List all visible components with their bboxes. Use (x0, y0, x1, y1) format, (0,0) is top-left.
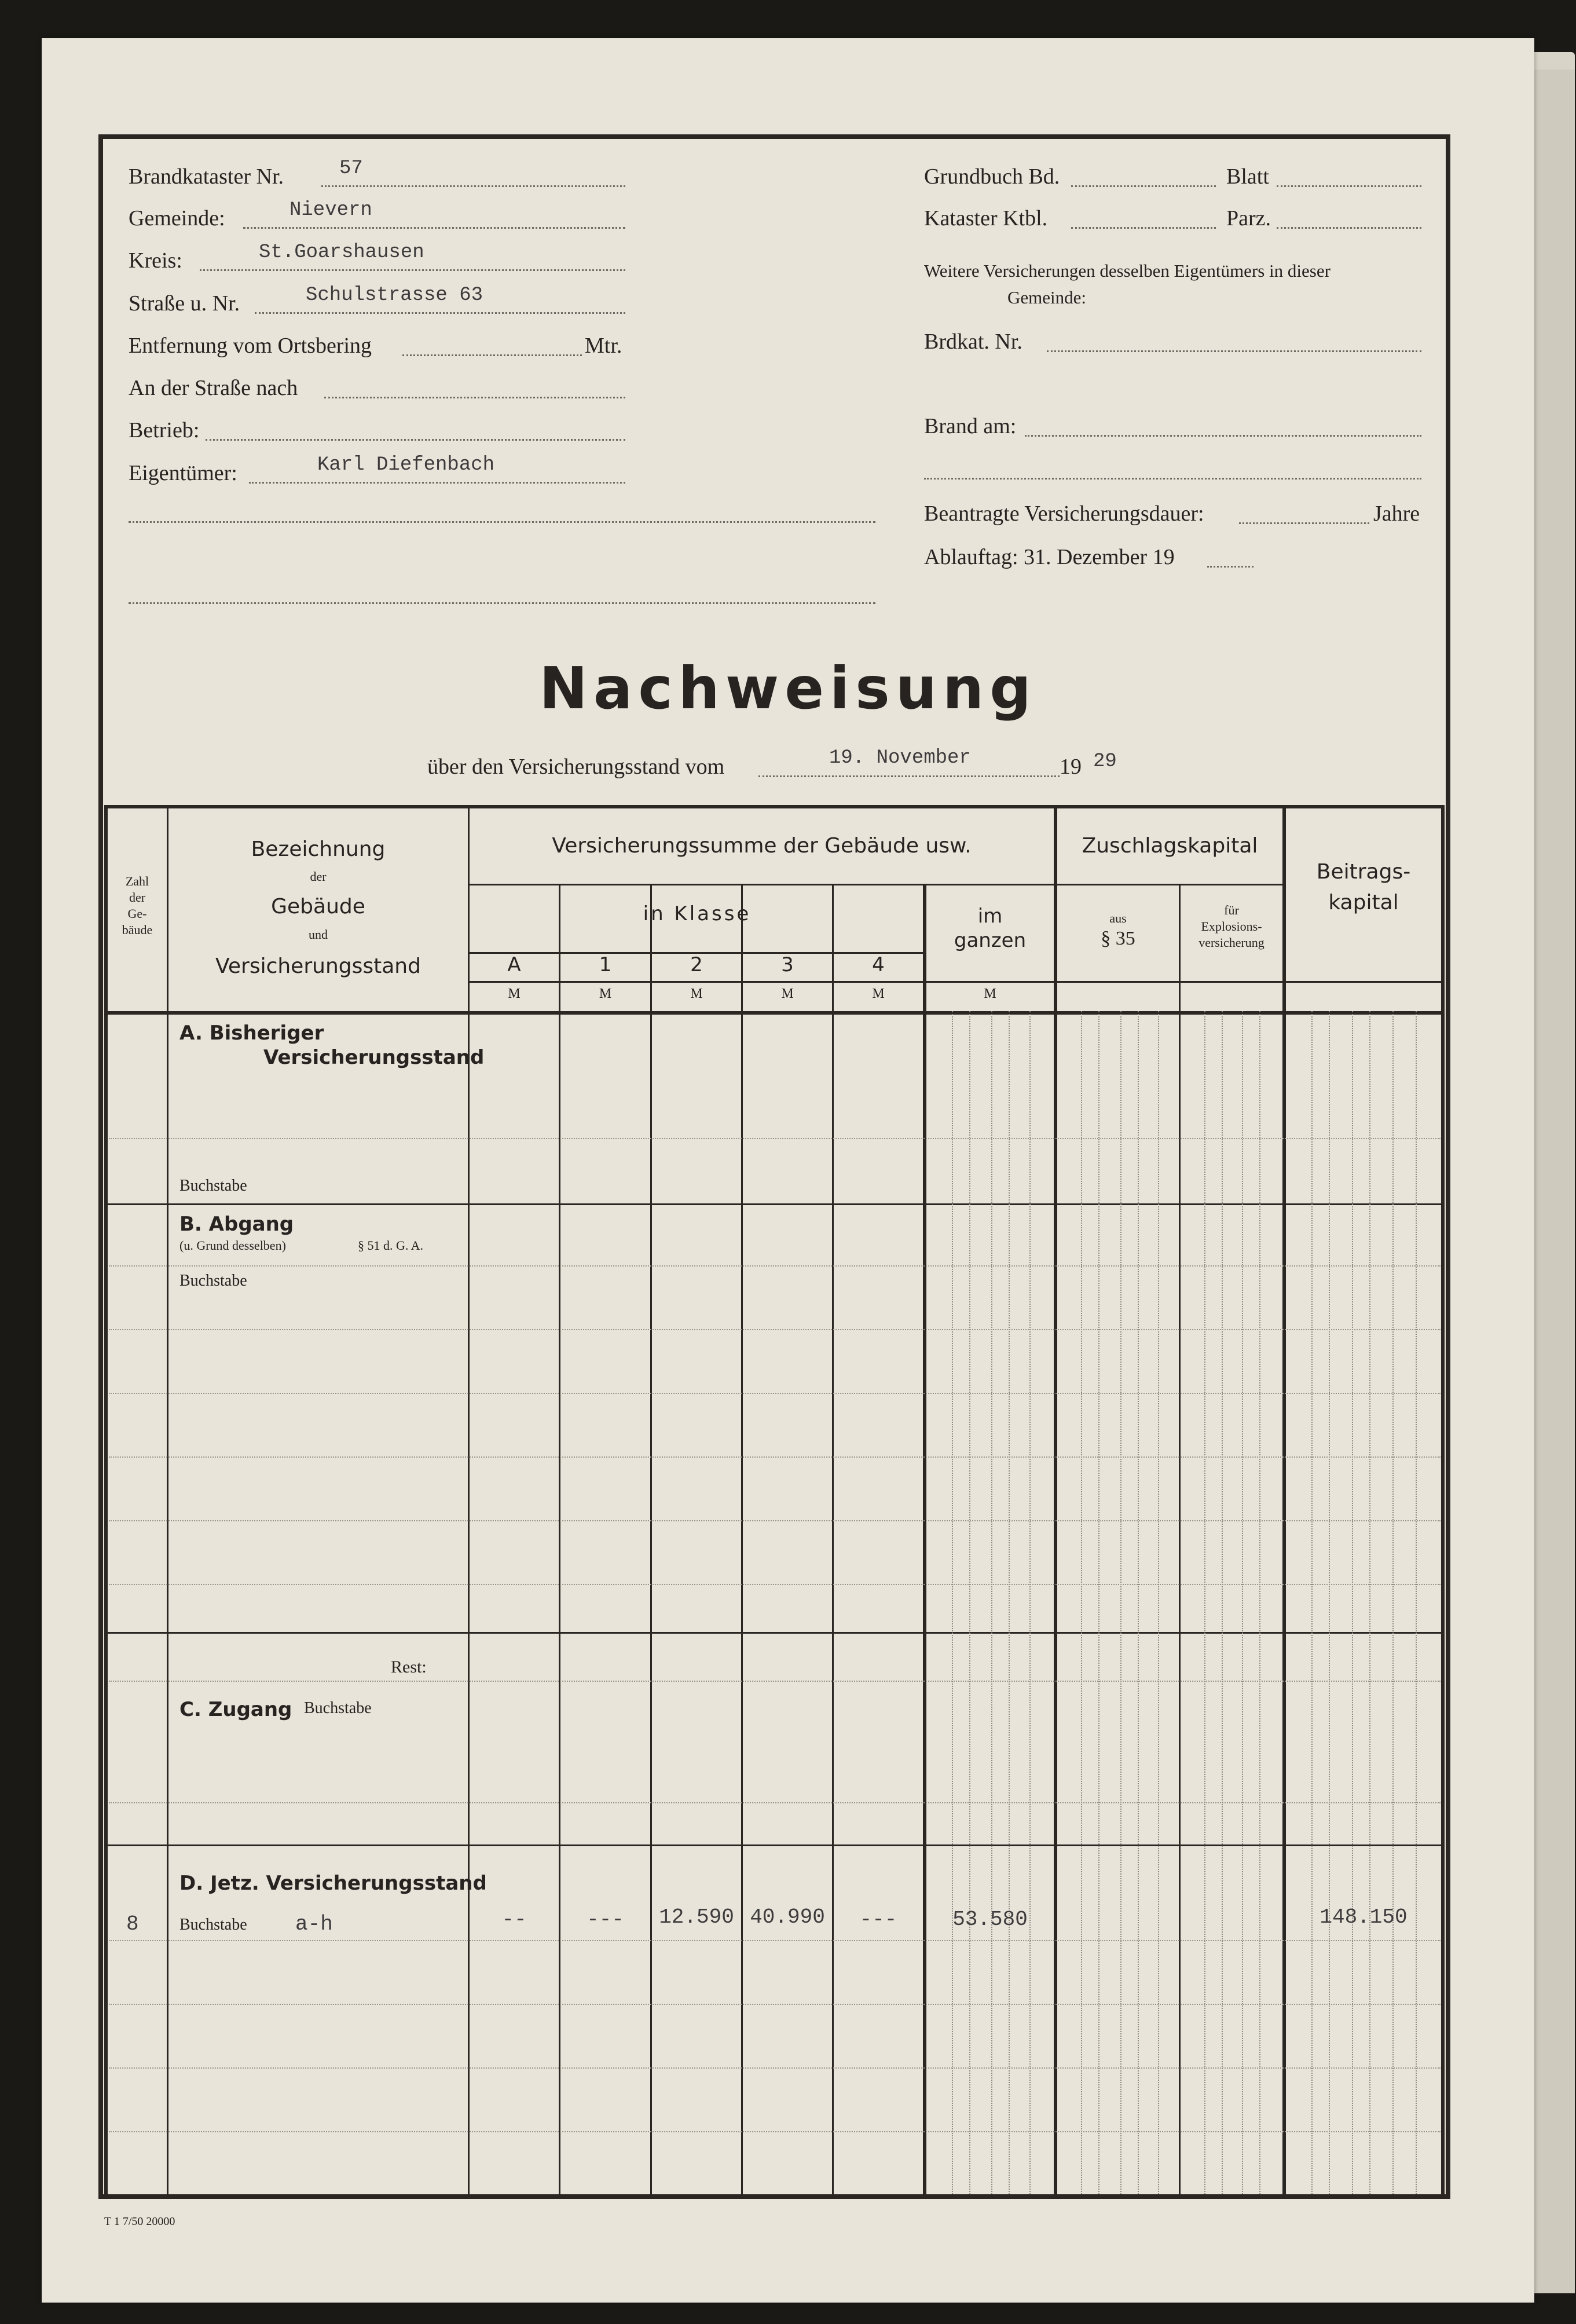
eigentuemer-value: Karl Diefenbach (317, 454, 495, 476)
dot-col (991, 1011, 992, 2194)
unit-4: M (872, 986, 885, 1001)
strasse-line (255, 312, 625, 314)
dot-row (109, 1520, 1441, 1521)
col-div-4 (923, 884, 926, 2198)
fuer-line-3: versicherung (1199, 935, 1265, 950)
kreis-value: St.Goarshausen (259, 241, 424, 263)
zahl-line-1: Zahl (125, 874, 149, 888)
brand-am-line (1025, 435, 1421, 437)
dot-row (109, 1940, 1441, 1941)
col-bez-line-2: der (310, 869, 327, 884)
strasse-label: Straße u. Nr. (129, 291, 240, 316)
grundbuch-line (1071, 185, 1216, 187)
dot-col (1329, 1011, 1330, 2194)
gemeinde-value: Nievern (289, 199, 372, 221)
header-bottom-line (104, 1011, 1445, 1015)
section-b-buchstabe: Buchstabe (179, 1272, 247, 1290)
unit-3: M (781, 986, 794, 1001)
section-d-title: D. Jetz. Versicherungsstand (179, 1872, 487, 1895)
weitere-line-1: Weitere Versicherungen desselben Eigentümers in dieser (924, 261, 1331, 281)
zuschlagskapital-header: Zuschlagskapital (1082, 834, 1258, 858)
dot-col (1222, 1011, 1223, 2194)
dot-col (1029, 1011, 1031, 2194)
dot-row (109, 1138, 1441, 1139)
dot-col (1138, 1011, 1139, 2194)
subtitle-year-prefix: 19 (1060, 755, 1082, 779)
eigentuemer-label: Eigentümer: (129, 461, 237, 485)
fuer-line-1: für (1224, 903, 1239, 917)
dot-row (109, 2067, 1441, 2069)
klasse-a-header: A (507, 953, 521, 976)
klasse-1-header: 1 (599, 953, 612, 976)
betrieb-line (206, 439, 625, 441)
blank-line-2 (129, 602, 875, 604)
section-c-buchstabe: Buchstabe (304, 1699, 372, 1717)
entfernung-unit: Mtr. (585, 334, 622, 358)
weitere-line-2: Gemeinde: (1007, 287, 1087, 308)
unit-1: M (599, 986, 612, 1001)
dot-col (1120, 1011, 1121, 2194)
parz-line (1277, 227, 1421, 229)
versicherungsdauer-unit: Jahre (1373, 502, 1420, 526)
parz-label: Parz. (1226, 206, 1271, 230)
dot-col (969, 1011, 970, 2194)
klasse-4-header: 4 (872, 953, 885, 976)
dot-col (1352, 1011, 1353, 2194)
blatt-line (1277, 185, 1421, 187)
gemeinde-line (243, 227, 625, 229)
section-d-klasse-3: 40.990 (750, 1905, 825, 1929)
kreis-label: Kreis: (129, 248, 182, 273)
form-number-footer: T 1 7/50 20000 (104, 2215, 175, 2228)
dot-col (1416, 1011, 1417, 2194)
section-d-klasse-2: 12.590 (659, 1905, 734, 1929)
section-d-beitragskapital: 148.150 (1320, 1905, 1408, 1929)
dot-col (1369, 1011, 1370, 2194)
klasse-2-header: 2 (690, 953, 703, 976)
col-div-aus (1179, 884, 1181, 2198)
klasse-3-header: 3 (781, 953, 794, 976)
entfernung-label: Entfernung vom Ortsbering (129, 334, 372, 358)
col-div-a (559, 884, 560, 2198)
strasse-value: Schulstrasse 63 (306, 284, 483, 306)
subtitle-date-line (758, 775, 1060, 777)
paragraph-35-label: § 35 (1101, 928, 1135, 949)
dot-row (109, 1681, 1441, 1682)
section-c-title: C. Zugang (179, 1698, 292, 1721)
dot-col (1098, 1011, 1099, 2194)
kataster-line (1071, 227, 1216, 229)
an-der-strasse-line (324, 397, 625, 398)
col-div-2 (741, 884, 743, 2198)
beitragskapital-line-1: Beitrags- (1316, 860, 1411, 884)
dot-row (109, 1802, 1441, 1803)
table-bottom-border (104, 2194, 1445, 2198)
dot-col (1259, 1011, 1260, 2194)
unit-a: M (508, 986, 521, 1001)
im-ganzen-line-2: ganzen (954, 929, 1027, 952)
col-bez-line-1: Bezeichnung (251, 837, 386, 861)
section-d-buchstabe-value: a-h (295, 1912, 333, 1936)
entfernung-line (402, 354, 582, 356)
dot-col (1311, 1011, 1313, 2194)
brandkataster-line (321, 185, 625, 187)
section-b-title: B. Abgang (179, 1213, 294, 1236)
header-line-units (468, 981, 1441, 983)
dot-row (109, 1456, 1441, 1458)
zahl-line-4: bäude (122, 923, 153, 937)
subtitle-year-value: 29 (1093, 751, 1117, 773)
section-d-klasse-a: -- (501, 1908, 527, 1931)
unit-2: M (690, 986, 703, 1001)
versicherungsdauer-line (1239, 522, 1369, 524)
fuer-line-2: Explosions- (1201, 919, 1262, 934)
im-ganzen-line-1: im (977, 905, 1003, 928)
ablauftag-line (1207, 566, 1254, 568)
eigentuemer-line (249, 482, 625, 484)
dot-col (1392, 1011, 1394, 2194)
an-der-strasse-label: An der Straße nach (129, 376, 298, 400)
brdkat-line (1047, 350, 1421, 352)
dot-row (109, 1265, 1441, 1267)
section-line-d (104, 1844, 1445, 1846)
col-div-1 (650, 884, 652, 2198)
dot-col (1204, 1011, 1205, 2194)
section-b-paragraph: § 51 d. G. A. (358, 1238, 424, 1253)
dot-row (109, 1329, 1441, 1330)
right-blank-line (924, 478, 1421, 480)
section-d-klasse-4: --- (859, 1908, 897, 1931)
section-b-note: (u. Grund desselben) (179, 1238, 286, 1253)
section-d-klasse-1: --- (587, 1908, 624, 1931)
versicherungsdauer-label: Beantragte Versicherungsdauer: (924, 502, 1204, 526)
section-d-zahl: 8 (126, 1912, 139, 1936)
section-a-buchstabe: Buchstabe (179, 1177, 247, 1195)
table-top-border (104, 805, 1445, 808)
dot-row (109, 1584, 1441, 1585)
rest-label: Rest: (391, 1657, 427, 1677)
subtitle-label: über den Versicherungsstand vom (427, 755, 725, 779)
document-title: Nachweisung (539, 654, 1037, 722)
brdkat-label: Brdkat. Nr. (924, 330, 1022, 354)
col-bez-line-4: und (309, 927, 328, 942)
dot-col (1158, 1011, 1159, 2194)
blatt-label: Blatt (1226, 164, 1269, 189)
dot-col (952, 1011, 953, 2194)
dot-row (109, 2131, 1441, 2132)
versicherungssumme-header: Versicherungssumme der Gebäude usw. (552, 834, 972, 858)
betrieb-label: Betrieb: (129, 418, 200, 442)
header-line-sub (468, 884, 1282, 885)
dot-row (109, 2004, 1441, 2005)
ablauftag-label: Ablauftag: 31. Dezember 19 (924, 545, 1175, 569)
section-a-title: A. Bisheriger (179, 1022, 324, 1045)
aus-label: aus (1109, 911, 1127, 925)
blank-line-1 (129, 521, 875, 523)
kreis-line (200, 269, 625, 271)
unit-ganzen: M (984, 986, 996, 1001)
insurance-table (104, 805, 1445, 2198)
dot-col (1242, 1011, 1243, 2194)
weitere-versicherungen-text (924, 261, 1422, 281)
dot-col (1081, 1011, 1082, 2194)
col-div-3 (832, 884, 834, 2198)
beitragskapital-line-2: kapital (1328, 891, 1399, 914)
subtitle-date-value: 19. November (829, 747, 971, 769)
gemeinde-label: Gemeinde: (129, 206, 225, 230)
zahl-line-3: Ge- (127, 906, 147, 921)
section-line-c (104, 1632, 1445, 1634)
section-d-im-ganzen: 53.580 (952, 1908, 1028, 1931)
in-klasse-header: in Klasse (643, 902, 752, 925)
brandkataster-label: Brandkataster Nr. (129, 164, 284, 189)
dot-row (109, 1393, 1441, 1394)
col-bez-line-5: Versicherungsstand (215, 954, 421, 978)
dot-col (1009, 1011, 1010, 2194)
zahl-line-2: der (129, 890, 146, 905)
brandkataster-value: 57 (339, 158, 363, 180)
brand-am-label: Brand am: (924, 414, 1017, 438)
section-line-b (104, 1203, 1445, 1205)
col-bez-line-3: Gebäude (271, 895, 365, 918)
section-a-subtitle: Versicherungsstand (263, 1046, 485, 1069)
grundbuch-label: Grundbuch Bd. (924, 164, 1060, 189)
col-zahl-header (108, 873, 167, 938)
section-d-buchstabe: Buchstabe (179, 1916, 247, 1934)
explosions-header (1181, 902, 1282, 951)
kataster-label: Kataster Ktbl. (924, 206, 1048, 230)
